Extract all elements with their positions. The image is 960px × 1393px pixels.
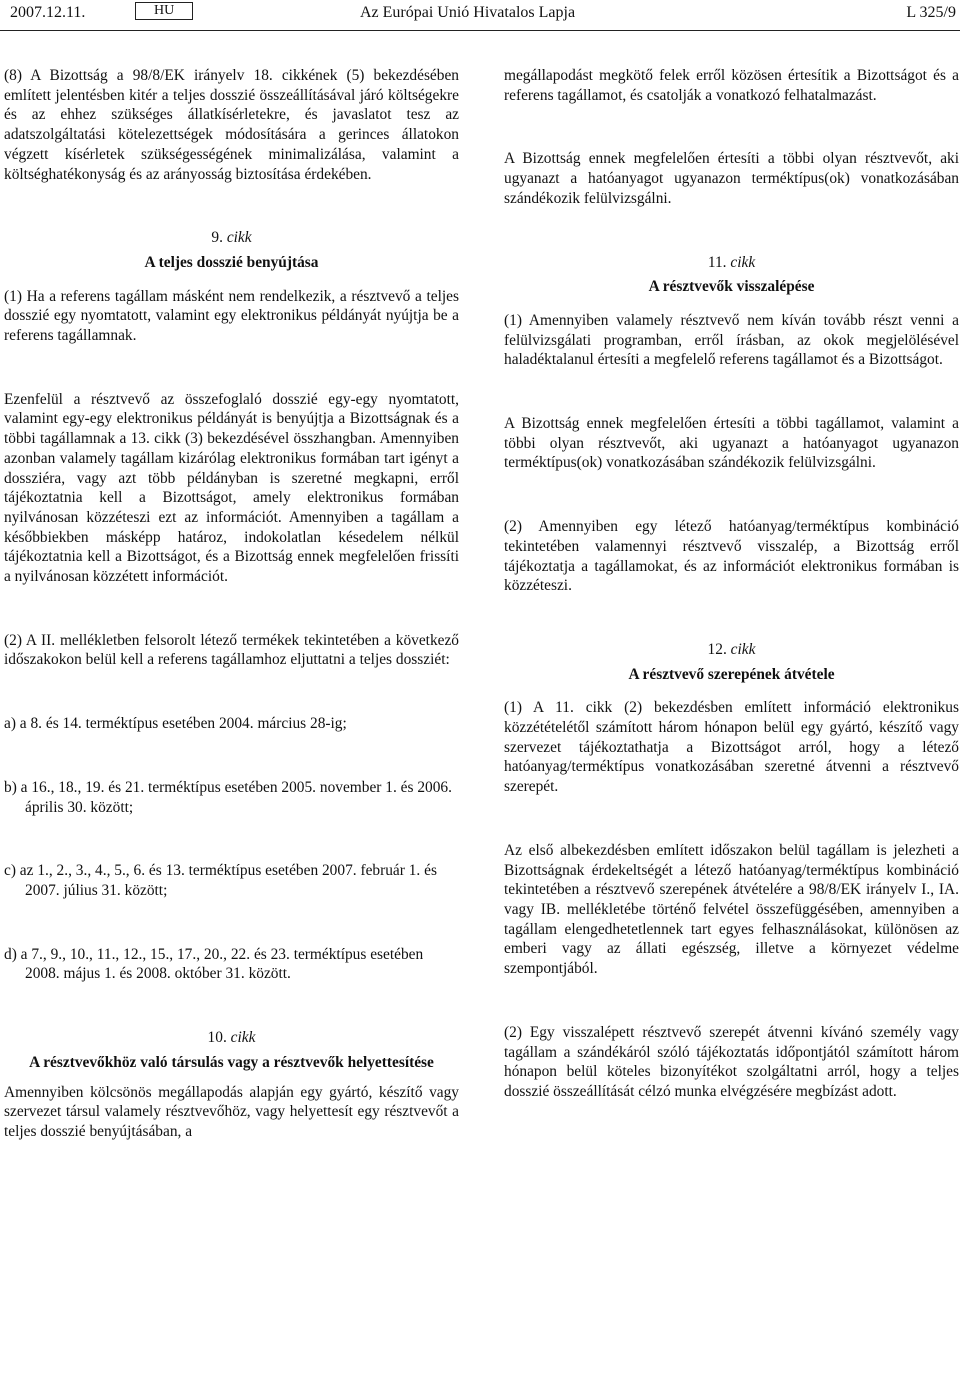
- article-11-cikk: cikk: [730, 253, 756, 271]
- article-10-cikk: cikk: [230, 1029, 256, 1047]
- article-11-paragraph-1: (1) Amennyiben valamely résztvevő nem kíván tovább részt venni a felülvizsgálati programban, erről írásban, az okok megjelölésével haladéktalanul értesíti a megfelelő referens tagállamot és a Bizottságot.: [504, 311, 959, 369]
- article-10-paragraph-1: Amennyiben kölcsönös megállapodás alapján egy gyártó, készítő vagy szervezet társul valamely résztvevőhöz, vagy helyettesít egy résztvevőt a teljes dosszié benyújtásában, a: [4, 1083, 459, 1140]
- article-12-cikk: cikk: [730, 640, 756, 658]
- article-12-title: A résztvevő szerepének átvétele: [628, 665, 835, 683]
- article-12-num: 12.: [707, 640, 727, 658]
- article-11-paragraph-2: A Bizottság ennek megfelelően értesíti a többi tagállamot, valamint a többi olyan résztvevőt, aki ugyanazt a hatóanyagot ugyanazon terméktípus(ok) vonatkozásában szándékozik felülvizsgálni.: [504, 415, 959, 472]
- article-9-title: A teljes dosszié benyújtása: [144, 253, 319, 271]
- article-9-paragraph-1: (1) Ha a referens tagállam másként nem rendelkezik, a résztvevő a teljes dosszié egy nyomtatott, valamint egy elektronikus példányát nyújtja be a referens tagállamnak.: [4, 287, 459, 345]
- list-item-b: b) a 16., 18., 19. és 21. terméktípus esetében 2005. november 1. és 2006. április 30. között;: [4, 778, 452, 816]
- article-12-number: [504, 640, 959, 660]
- article-10-number: [4, 1028, 459, 1048]
- journal-title: Az Európai Unió Hivatalos Lapja: [360, 4, 576, 21]
- article-11-num: 11.: [707, 253, 727, 271]
- article-9-paragraph-3: (2) A II. mellékletben felsorolt létező termékek tekintetében a következő időszakokon belül kell a referens tagállamhoz eljuttatni a teljes dossziét:: [4, 631, 459, 669]
- paragraph-8: (8) A Bizottság a 98/8/EK irányelv 18. cikkének (5) bekezdésében említett jelentésben kitér a teljes dosszié összeállításával járó költségekre és az ehhez szükséges állatkísérletekre, és javaslatot tesz az adatszolgáltatási kötelezettségek módosítására a gerinces állatokon végzett kísérletek szükségességének minimalizálása, valamint a költséghatékonyság és az arányosság biztosítása érdekében.: [4, 67, 459, 183]
- article-9-cikk: cikk: [226, 229, 252, 247]
- article-12-paragraph-2: Az első albekezdésben említett időszakon belül tagállam is jelezheti a Bizottságnak érdekeltségét a létező hatóanyag/terméktípus kombináció tekintetében a résztvevő szerepének átvételére a 98/8/EK irányelv I., IA. vagy IB. mellékletébe történő felvétel összefüggésében, amennyiben a tagállam elengedhetetlennek tart egyes felhasználásokat, különösen az emberi vagy az állati egészség, illetve a környezet védelme szempontjából.: [504, 841, 959, 978]
- list-item-d: d) a 7., 9., 10., 11., 12., 15., 17., 20., 22. és 23. terméktípus esetében 2008. május 1. és 2008. október 31. között.: [4, 945, 424, 983]
- header-rule: [0, 30, 960, 31]
- header-date: 2007.12.11.: [10, 4, 86, 21]
- article-11-title: A résztvevők visszalépése: [648, 278, 815, 296]
- article-11-paragraph-3: (2) Amennyiben egy létező hatóanyag/terméktípus kombináció tekintetében valamennyi résztvevő visszalép, a Bizottság erről tájékoztatja a tagállamokat, és az információt elektronikus formában is közzéteszi.: [504, 518, 959, 595]
- article-10-title: A résztvevőkhöz való társulás vagy a résztvevők helyettesítése: [29, 1053, 434, 1071]
- article-10-num: 10.: [207, 1029, 227, 1047]
- article-9-paragraph-2: Ezenfelül a résztvevő az összefoglaló dosszié egy-egy nyomtatott, valamint egy-egy elektronikus példányát is benyújtja a Bizottságnak és a többi tagállamnak a 13. cikk (3) bekezdésével összhangban. Amennyiben azonban valamely tagállam kizárólag elektronikus formában tart igényt a dossziéra, vagy azt több példányban is szeretné megkapni, erről tájékoztatnia kell a Bizottságot, amely elektronikus formában nyilvánosan közzéteszi ezt az információt. Amennyiben a tagállam a későbbiekben másképp határoz, indokolatlan késedelem nélkül tájékoztatnia kell a Bizottságot, és a Bizottság ennek megfelelően frissíti a nyilvánosan közzétett információt.: [4, 390, 459, 586]
- article-12-paragraph-1: (1) A 11. cikk (2) bekezdésben említett információ elektronikus közzétételétől számított három hónapon belül egy gyártó, készítő vagy szervezet tájékoztathatja a Bizottságot arról, hogy a létező hatóanyag/terméktípus vonatkozásában szeretné átvenni a résztvevő szerepét.: [504, 699, 959, 796]
- article-9-number: [4, 228, 459, 248]
- language-badge: HU: [135, 2, 193, 20]
- article-9-num: 9.: [211, 229, 223, 247]
- list-item-a: a) a 8. és 14. terméktípus esetében 2004. március 28-ig;: [4, 715, 347, 733]
- continued-paragraph: megállapodást megkötő felek erről közösen értesítik a Bizottságot és a referens tagállamot, és csatolják a vonatkozó felhatalmazást.: [504, 67, 959, 104]
- page-header: [0, 0, 960, 30]
- article-12-paragraph-3: (2) Egy visszalépett résztvevő szerepét átvenni kívánó személy vagy tagállam a szándékáról szóló tájékoztatás időpontjától számított három hónapon belül köteles bizonyítékot szolgáltatni arról, hogy a teljes dosszié összeállítását célzó munka elvégzésére megbízást adott.: [504, 1023, 959, 1100]
- list-item-c: c) az 1., 2., 3., 4., 5., 6. és 13. terméktípus esetében 2007. február 1. és 2007. július 31. között;: [4, 862, 437, 899]
- article-11-number: [504, 253, 959, 273]
- left-column: [4, 66, 459, 1142]
- page-number: L 325/9: [906, 4, 956, 21]
- right-paragraph-2: A Bizottság ennek megfelelően értesíti a többi olyan résztvevőt, aki ugyanazt a hatóanyagot ugyanazon terméktípus(ok) vonatkozásában szándékozik felülvizsgálni.: [504, 150, 959, 207]
- right-column: [504, 66, 959, 1102]
